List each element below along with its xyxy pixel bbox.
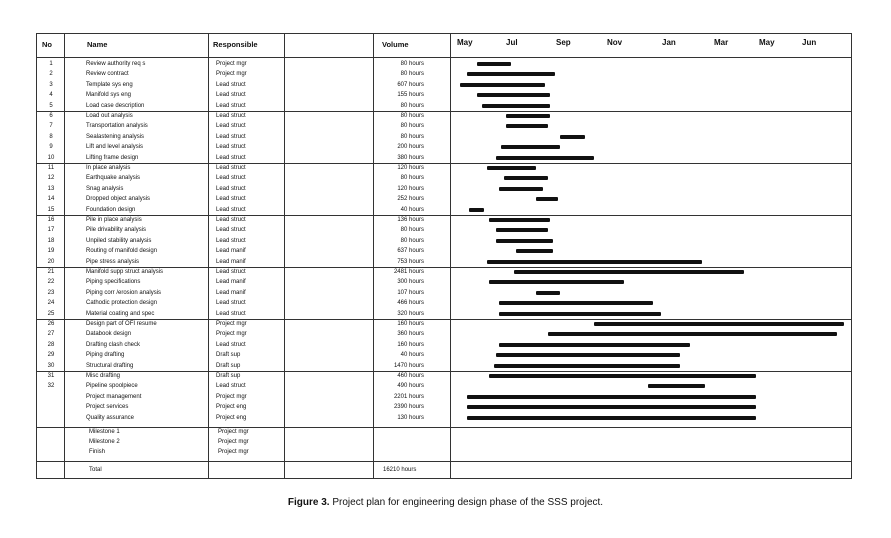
- table-row: [36, 132, 852, 143]
- responsible-cell: Lead struct: [216, 144, 246, 151]
- task-name: Dropped object analysis: [86, 196, 151, 203]
- gantt-bar: [496, 353, 680, 357]
- responsible-cell: Lead struct: [216, 300, 246, 307]
- responsible-cell: Project eng: [216, 404, 247, 411]
- responsible-cell: Lead struct: [216, 165, 246, 171]
- task-name: Pipe stress analysis: [86, 258, 140, 265]
- table-row: [36, 381, 852, 392]
- volume-cell: 460 hours: [397, 373, 424, 379]
- responsible-cell: Lead struct: [216, 196, 246, 203]
- volume-cell: 607 hours: [397, 81, 424, 88]
- task-name: Project services: [86, 404, 129, 411]
- row-number: 8: [49, 133, 53, 140]
- responsible-cell: Lead manif: [216, 279, 246, 286]
- volume-cell: 2201 hours: [393, 393, 424, 400]
- task-name: Template sys eng: [86, 81, 133, 88]
- table-row: [36, 121, 852, 132]
- task-name: Load out analysis: [86, 113, 133, 119]
- figure-caption: [0, 497, 891, 508]
- gantt-bar: [501, 145, 560, 149]
- table-row: [36, 277, 852, 288]
- responsible-cell: Draft sup: [216, 352, 241, 359]
- row-number: 5: [49, 102, 53, 109]
- row-number: 10: [47, 154, 55, 161]
- milestone-responsible: Project mgr: [218, 429, 249, 435]
- table-row: [36, 288, 852, 299]
- gantt-bar: [499, 187, 543, 191]
- volume-cell: 2481 hours: [393, 269, 424, 275]
- volume-cell: 80 hours: [400, 123, 424, 130]
- task-name: Review authority req s: [86, 61, 146, 67]
- volume-cell: 252 hours: [397, 196, 424, 203]
- row-number: 15: [47, 206, 55, 213]
- gantt-bar: [494, 364, 680, 368]
- gantt-bar: [536, 291, 561, 295]
- row-number: 30: [47, 362, 55, 369]
- volume-cell: 490 hours: [397, 383, 424, 390]
- gantt-bar: [496, 228, 547, 232]
- task-name: Earthquake analysis: [86, 175, 141, 182]
- row-number: 25: [47, 310, 55, 317]
- responsible-cell: Project mgr: [216, 321, 247, 327]
- month-tick-label: May: [759, 38, 775, 47]
- responsible-cell: Lead manif: [216, 258, 246, 265]
- table-row: [36, 59, 852, 70]
- task-name: In place analysis: [86, 165, 131, 171]
- volume-cell: 80 hours: [400, 102, 424, 109]
- task-name: Piping specifications: [86, 279, 141, 286]
- responsible-cell: Lead struct: [216, 154, 246, 161]
- responsible-cell: Lead manif: [216, 248, 246, 255]
- gantt-bar: [489, 374, 756, 378]
- table-row: [36, 236, 852, 247]
- milestone-name: Milestone 2: [89, 439, 120, 445]
- responsible-cell: Lead struct: [216, 217, 246, 223]
- volume-cell: 80 hours: [400, 133, 424, 140]
- responsible-cell: Project mgr: [216, 61, 247, 67]
- row-number: 31: [47, 373, 55, 379]
- volume-cell: 80 hours: [400, 237, 424, 244]
- volume-cell: 80 hours: [400, 113, 424, 119]
- task-name: Sealastening analysis: [86, 133, 145, 140]
- row-number: 23: [47, 289, 55, 296]
- volume-cell: 80 hours: [400, 175, 424, 182]
- caption-text: Project plan for engineering design phase of the SSS project.: [332, 497, 604, 508]
- volume-cell: 637 hours: [397, 248, 424, 255]
- responsible-cell: Draft sup: [216, 373, 241, 379]
- responsible-cell: Lead struct: [216, 383, 246, 390]
- volume-cell: 753 hours: [397, 258, 424, 265]
- row-number: 17: [47, 227, 55, 234]
- milestone-divider: [36, 427, 852, 428]
- gantt-bar: [489, 280, 624, 284]
- volume-cell: 120 hours: [397, 165, 424, 171]
- responsible-cell: Lead struct: [216, 102, 246, 109]
- row-number: 6: [49, 113, 53, 119]
- volume-cell: 200 hours: [397, 144, 424, 151]
- responsible-cell: Lead struct: [216, 133, 246, 140]
- row-number: 9: [49, 144, 53, 151]
- responsible-cell: Lead struct: [216, 81, 246, 88]
- row-number: 32: [47, 383, 55, 390]
- task-name: Lifting frame design: [86, 154, 139, 161]
- task-name: Manifold supp struct analysis: [86, 269, 164, 275]
- month-tick-label: Nov: [607, 38, 623, 47]
- header-volume: Volume: [382, 40, 409, 49]
- task-name: Foundation design: [86, 206, 136, 213]
- row-number: 4: [49, 92, 53, 99]
- volume-cell: 466 hours: [397, 300, 424, 307]
- gantt-bar: [487, 166, 536, 170]
- gantt-bar: [467, 72, 555, 76]
- row-number: 20: [47, 258, 55, 265]
- responsible-cell: Project mgr: [216, 71, 247, 78]
- total-label: Total: [89, 467, 102, 473]
- gantt-bar: [506, 124, 548, 128]
- milestone-name: Milestone 1: [89, 429, 120, 435]
- responsible-cell: Lead struct: [216, 206, 246, 213]
- gantt-bar: [482, 104, 551, 108]
- total-divider: [36, 461, 852, 462]
- volume-cell: 300 hours: [397, 279, 424, 286]
- gantt-bar: [467, 416, 756, 420]
- month-tick-label: Jul: [506, 38, 518, 47]
- table-row: [36, 80, 852, 91]
- row-number: 12: [47, 175, 55, 182]
- header-divider: [36, 57, 852, 58]
- table-row: [36, 111, 852, 122]
- responsible-cell: Lead struct: [216, 341, 246, 348]
- responsible-cell: Lead struct: [216, 123, 246, 130]
- gantt-bar: [514, 270, 744, 274]
- row-number: 18: [47, 237, 55, 244]
- table-row: [36, 90, 852, 101]
- table-row: [36, 69, 852, 80]
- table-row: [36, 194, 852, 205]
- gantt-bar: [548, 332, 837, 336]
- header-no: No: [42, 40, 52, 49]
- gantt-bar: [594, 322, 844, 326]
- volume-cell: 130 hours: [397, 414, 424, 421]
- task-name: Material coating and spec: [86, 310, 155, 317]
- gantt-bar: [477, 62, 511, 66]
- volume-cell: 1470 hours: [393, 362, 424, 369]
- row-number: 21: [47, 269, 55, 275]
- responsible-cell: Project mgr: [216, 331, 247, 338]
- row-number: 14: [47, 196, 55, 203]
- gantt-bar: [499, 301, 653, 305]
- row-number: 16: [47, 217, 55, 223]
- header-name: Name: [87, 40, 108, 49]
- task-name: Piping corr /erosion analysis: [86, 289, 162, 296]
- task-name: Drafting clash check: [86, 341, 141, 348]
- task-name: Lift and level analysis: [86, 144, 144, 151]
- task-name: Project management: [86, 393, 142, 400]
- task-name: Misc drafting: [86, 373, 121, 379]
- responsible-cell: Lead struct: [216, 175, 246, 182]
- month-tick-label: Jun: [802, 38, 817, 47]
- task-name: Snag analysis: [86, 185, 124, 192]
- responsible-cell: Lead struct: [216, 113, 246, 119]
- volume-cell: 160 hours: [397, 341, 424, 348]
- task-name: Pipeline spoolpiece: [86, 383, 138, 390]
- month-tick-label: Mar: [714, 38, 729, 47]
- row-number: 24: [47, 300, 55, 307]
- responsible-cell: Lead struct: [216, 227, 246, 234]
- volume-cell: 107 hours: [397, 289, 424, 296]
- month-tick-label: Sep: [556, 38, 571, 47]
- task-name: Load case description: [86, 102, 145, 109]
- row-number: 27: [47, 331, 55, 338]
- table-row: [36, 340, 852, 351]
- gantt-bar: [467, 405, 756, 409]
- task-name: Routing of manifold design: [86, 248, 158, 255]
- responsible-cell: Project eng: [216, 414, 247, 421]
- gantt-bar: [460, 83, 546, 87]
- task-name: Structural drafting: [86, 362, 134, 369]
- table-row: [36, 142, 852, 153]
- gantt-bar: [536, 197, 558, 201]
- responsible-cell: Lead manif: [216, 289, 246, 296]
- table-row: [36, 246, 852, 257]
- gantt-bar: [504, 176, 548, 180]
- task-name: Pile drivability analysis: [86, 227, 147, 234]
- total-volume: 16210 hours: [383, 467, 417, 473]
- gantt-bar: [499, 343, 690, 347]
- table-row: [36, 298, 852, 309]
- month-tick-label: May: [457, 38, 473, 47]
- table-row: [36, 184, 852, 195]
- table-row: [36, 350, 852, 361]
- row-number: 2: [49, 71, 53, 78]
- gantt-bar: [496, 156, 594, 160]
- responsible-cell: Lead struct: [216, 92, 246, 99]
- responsible-cell: Project mgr: [216, 393, 247, 400]
- responsible-cell: Draft sup: [216, 362, 241, 369]
- milestone-name: Finish: [89, 449, 106, 455]
- task-name: Transportation analysis: [86, 123, 148, 130]
- task-name: Unpiled stability analysis: [86, 237, 152, 244]
- task-name: Review contract: [86, 71, 129, 78]
- volume-cell: 80 hours: [400, 61, 424, 67]
- table-row: [36, 163, 852, 174]
- task-name: Databook design: [86, 331, 132, 338]
- row-number: 29: [47, 352, 55, 359]
- volume-cell: 360 hours: [397, 331, 424, 338]
- task-name: Quality assurance: [86, 414, 135, 421]
- milestone-responsible: Project mgr: [218, 449, 249, 455]
- volume-cell: 320 hours: [397, 310, 424, 317]
- month-tick-label: Jan: [662, 38, 676, 47]
- milestone-responsible: Project mgr: [218, 439, 249, 445]
- row-number: 11: [47, 165, 55, 171]
- gantt-bar: [560, 135, 585, 139]
- volume-cell: 380 hours: [397, 154, 424, 161]
- row-number: 7: [49, 123, 53, 130]
- task-name: Cathodic protection design: [86, 300, 158, 307]
- gantt-bar: [477, 93, 551, 97]
- volume-cell: 80 hours: [400, 71, 424, 78]
- task-name: Manifold sys eng: [86, 92, 132, 99]
- volume-cell: 80 hours: [400, 227, 424, 234]
- task-name: Pile in place analysis: [86, 217, 142, 223]
- row-number: 22: [47, 279, 55, 286]
- table-row: [36, 225, 852, 236]
- gantt-bar: [506, 114, 550, 118]
- volume-cell: 160 hours: [397, 321, 424, 327]
- gantt-bar: [489, 218, 550, 222]
- task-name: Piping drafting: [86, 352, 125, 359]
- row-number: 1: [49, 61, 53, 67]
- responsible-cell: Lead struct: [216, 269, 246, 275]
- gantt-bar: [648, 384, 704, 388]
- row-number: 26: [47, 321, 55, 327]
- task-name: Design part of OFI resume: [86, 321, 157, 327]
- row-number: 28: [47, 341, 55, 348]
- volume-cell: 40 hours: [400, 352, 424, 359]
- row-number: 13: [47, 185, 55, 192]
- row-number: 3: [49, 81, 53, 88]
- volume-cell: 136 hours: [397, 217, 424, 223]
- gantt-bar: [499, 312, 661, 316]
- caption-label: Figure 3.: [287, 497, 330, 508]
- row-number: 19: [47, 248, 55, 255]
- gantt-bar: [469, 208, 484, 212]
- gantt-bar: [487, 260, 703, 264]
- table-row: [36, 173, 852, 184]
- volume-cell: 40 hours: [400, 206, 424, 213]
- gantt-bar: [496, 239, 552, 243]
- volume-cell: 120 hours: [397, 185, 424, 192]
- gantt-bar: [467, 395, 756, 399]
- table-row: [36, 215, 852, 226]
- volume-cell: 155 hours: [397, 92, 424, 99]
- volume-cell: 2390 hours: [393, 404, 424, 411]
- header-responsible: Responsible: [213, 40, 258, 49]
- responsible-cell: Lead struct: [216, 237, 246, 244]
- gantt-bar: [516, 249, 553, 253]
- responsible-cell: Lead struct: [216, 185, 246, 192]
- responsible-cell: Lead struct: [216, 310, 246, 317]
